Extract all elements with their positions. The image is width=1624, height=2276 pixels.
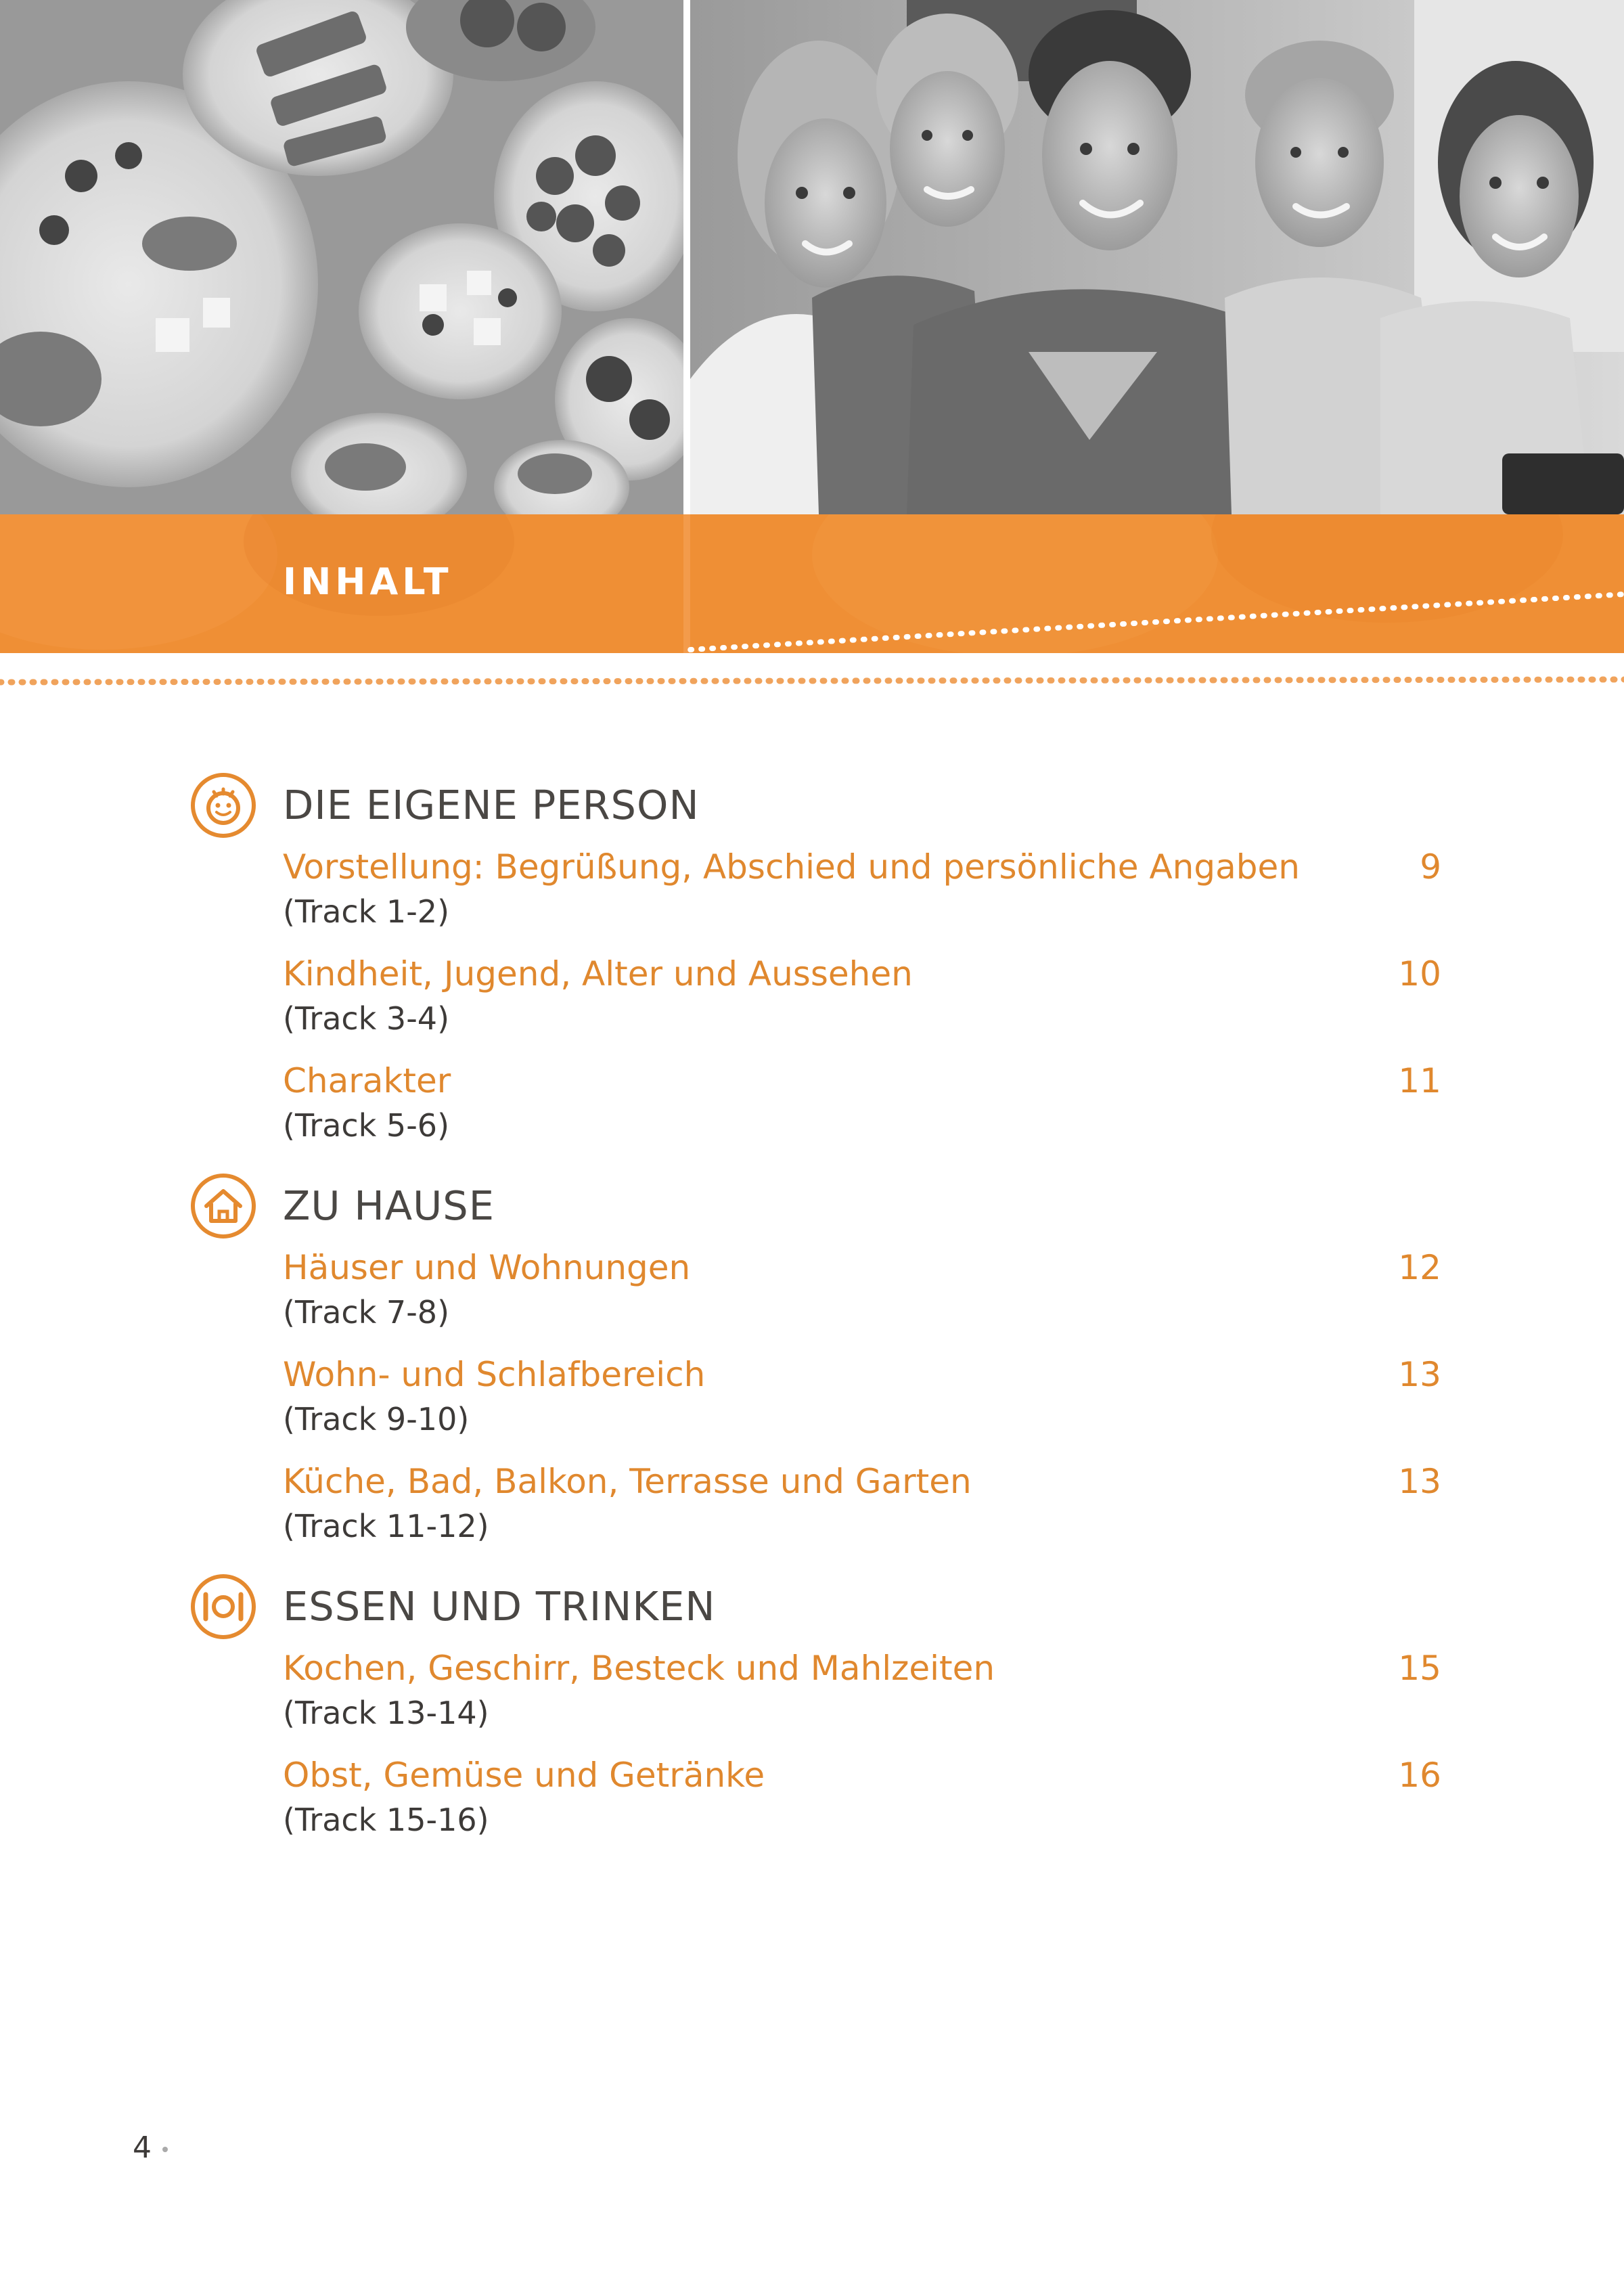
toc-entry-track: (Track 5-6) [283,1107,450,1144]
toc-entry-track: (Track 9-10) [283,1401,470,1437]
house-icon [189,1172,257,1240]
toc-entry-page: 10 [1398,954,1441,994]
header-photos [0,0,1624,514]
toc-entry-page: 9 [1420,847,1441,887]
toc-entry-page: 12 [1398,1248,1441,1287]
toc-entry-track: (Track 15-16) [283,1802,489,1838]
toc-entry-page: 16 [1398,1756,1441,1795]
toc-entry-page: 11 [1398,1061,1441,1100]
toc-entry-track: (Track 7-8) [283,1294,450,1331]
toc-entry-track: (Track 1-2) [283,893,450,930]
toc-entry-title[interactable]: Charakter [283,1061,451,1100]
plate-cutlery-icon [189,1573,257,1641]
toc-entry-title[interactable]: Kochen, Geschirr, Besteck und Mahlzeiten [283,1649,995,1688]
section-heading: ZU HAUSE [283,1182,495,1229]
page-title: INHALT [283,560,453,603]
toc-entry-track: (Track 3-4) [283,1000,450,1037]
dotted-divider [0,568,1624,690]
food-photo [0,0,683,514]
toc-entry-title[interactable]: Vorstellung: Begrüßung, Abschied und persönliche Angaben [283,847,1300,887]
smiley-icon [189,772,257,839]
section-heading: DIE EIGENE PERSON [283,782,700,828]
section-heading: ESSEN UND TRINKEN [283,1583,716,1630]
toc-entry-page: 15 [1398,1649,1441,1688]
toc-entry-title[interactable]: Kindheit, Jugend, Alter und Aussehen [283,954,913,994]
toc-entry-title[interactable]: Obst, Gemüse und Getränke [283,1756,765,1795]
toc-entry-page: 13 [1398,1462,1441,1501]
page-number: 4 [133,2130,152,2165]
toc-entry-title[interactable]: Wohn- und Schlafbereich [283,1355,706,1394]
people-photo [690,0,1624,514]
photo-divider [683,0,690,514]
toc-entry-page: 13 [1398,1355,1441,1394]
toc-entry-title[interactable]: Küche, Bad, Balkon, Terrasse und Garten [283,1462,972,1501]
toc-entry-track: (Track 13-14) [283,1695,489,1731]
page-number-dot [162,2147,168,2152]
toc-entry-title[interactable]: Häuser und Wohnungen [283,1248,691,1287]
toc-entry-track: (Track 11-12) [283,1508,489,1544]
